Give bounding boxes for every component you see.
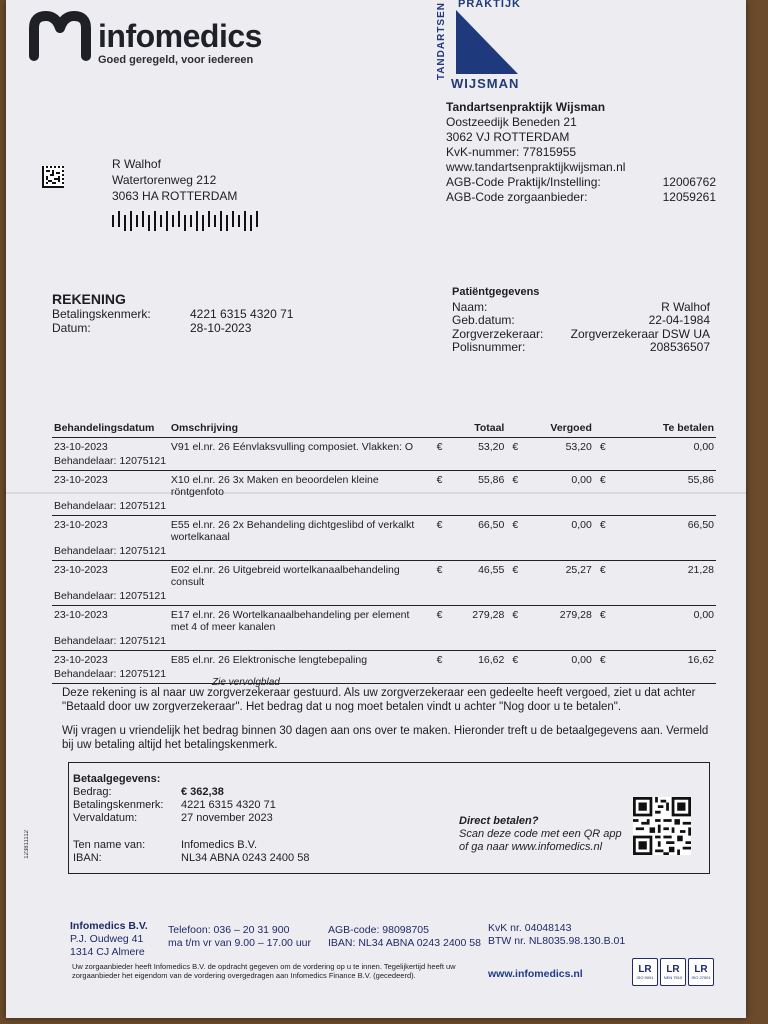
patient-label: Geb.datum: (452, 313, 515, 327)
practice-name: Tandartsenpraktijk Wijsman (446, 100, 606, 114)
row-covered: 0,00 (571, 519, 592, 531)
practice-agb-row (446, 175, 716, 190)
payment-box (68, 762, 710, 874)
footer-agb: AGB-code: 98098705 (328, 924, 429, 936)
table-row (52, 516, 716, 544)
row-due: 55,86 (687, 474, 714, 486)
row-covered: 0,00 (571, 654, 592, 666)
row-description: E02 el.nr. 26 Uitgebreid wortelkanaalbehandeling consult (170, 564, 400, 588)
invoice-date-label: Datum: (52, 321, 91, 335)
table-row (52, 561, 716, 589)
row-description: E17 el.nr. 26 Wortelkanaalbehandeling per element met 4 of meer kanalen (170, 609, 410, 633)
footer-company (70, 920, 148, 959)
payment-qr-code-icon[interactable] (633, 797, 691, 855)
patient-label: Zorgverzekeraar: (452, 326, 544, 341)
currency-symbol: € (436, 654, 443, 666)
row-description: X10 el.nr. 26 3x Maken en beoordelen kleine röntgenfoto (170, 474, 379, 498)
currency-symbol: € (512, 564, 519, 576)
row-date: 23-10-2023 (54, 474, 108, 486)
payment-ref-label: Betalingskenmerk: (73, 799, 164, 811)
due-date-label: Vervaldatum: (73, 812, 138, 824)
margin-code: 123811112 (24, 830, 30, 859)
table-row-treater (52, 633, 716, 651)
table-row (52, 606, 716, 634)
agb-praktijk-value: 12006762 (662, 175, 716, 189)
currency-symbol: € (512, 441, 519, 453)
row-date: 23-10-2023 (54, 441, 108, 453)
row-treater: Behandelaar: 12075121 (52, 498, 716, 516)
row-covered: 0,00 (571, 474, 592, 486)
footer-company-name: Infomedics B.V. (70, 920, 148, 932)
col-covered: Vergoed (528, 420, 594, 438)
practice-logo-vertical: TANDARTSEN (436, 2, 447, 81)
row-total: 53,20 (478, 441, 505, 453)
row-treater: Behandelaar: 12075121 (52, 633, 716, 651)
table-row (52, 438, 716, 454)
invoice-date: 28-10-2023 (190, 321, 252, 335)
currency-symbol: € (436, 441, 443, 453)
currency-symbol: € (599, 609, 606, 621)
iban-label: IBAN: (73, 852, 102, 864)
row-date: 23-10-2023 (54, 609, 108, 621)
currency-symbol: € (512, 609, 519, 621)
practice-city: 3062 VJ ROTTERDAM (446, 130, 570, 144)
table-row-treater (52, 543, 716, 561)
patient-title: Patiëntgegevens (452, 286, 540, 298)
row-date: 23-10-2023 (54, 654, 108, 666)
iban: NL34 ABNA 0243 2400 58 (181, 852, 310, 864)
direct-pay-line: of ga naar www.infomedics.nl (459, 841, 603, 853)
col-desc: Omschrijving (169, 420, 431, 438)
row-due: 16,62 (687, 654, 714, 666)
patient-label: Polisnummer: (452, 340, 526, 354)
currency-symbol: € (436, 564, 443, 576)
row-total: 66,50 (478, 519, 505, 531)
row-date: 23-10-2023 (54, 564, 108, 576)
row-due: 0,00 (693, 441, 714, 453)
recipient-street: Watertorenweg 212 (112, 173, 217, 187)
amount-value: € 362,38 (181, 786, 224, 798)
postal-barcode-icon (112, 211, 262, 231)
row-total: 46,55 (478, 564, 505, 576)
practice-street: Oostzeedijk Beneden 21 (446, 115, 577, 129)
row-covered: 279,28 (559, 609, 592, 621)
patient-value: 22-04-1984 (648, 313, 710, 327)
invoice-meta (52, 307, 293, 335)
row-treater: Behandelaar: 12075121 (52, 588, 716, 606)
amount-label: Bedrag: (73, 786, 112, 798)
payment-ref: 4221 6315 4320 71 (181, 799, 276, 811)
note-paragraph: Wij vragen u vriendelijk het bedrag binnen 30 dagen aan ons over te maken. Hieronder treft u de betaalgegevens aan. Vermeld bij uw betaling altijd het betalingskenmerk. (62, 725, 709, 751)
iso-27001-cert-icon: LR ISO 27001 (688, 958, 714, 986)
patient-row (452, 328, 710, 342)
patient-row (452, 314, 710, 328)
brand-name: infomedics (98, 18, 262, 54)
patient-value: Zorgverzekeraar DSW UA (570, 326, 710, 341)
agb-zorg-label: AGB-Code zorgaanbieder: (446, 190, 588, 204)
table-row-treater (52, 588, 716, 606)
invoice-sheet (6, 0, 746, 1018)
row-covered: 53,20 (565, 441, 592, 453)
practice-logo-top: PRAKTIJK (458, 0, 522, 10)
recipient-name: R Walhof (112, 157, 161, 171)
direct-pay-info (459, 815, 622, 854)
currency-symbol: € (436, 474, 443, 486)
nen-7510-cert-icon: LR NEN 7510 (660, 958, 686, 986)
due-date: 27 november 2023 (181, 812, 273, 824)
footer-iban: IBAN: NL34 ABNA 0243 2400 58 (328, 937, 481, 949)
direct-pay-line: Scan deze code met een QR app (459, 828, 622, 840)
note-paragraph: Deze rekening is al naar uw zorgverzekeraar gestuurd. Als uw zorgverzekeraar een gedeelte heeft vergoed, ziet u dat achter "Betaald door uw zorgverzekeraar". Het bedrag dat u nog moet betalen vindt u achter "Nog door u te betalen". (62, 687, 696, 713)
row-total: 55,86 (478, 474, 505, 486)
row-due: 21,28 (687, 564, 714, 576)
footer-city: 1314 CJ Almere (70, 946, 145, 958)
invoice-notes (62, 686, 712, 762)
iso-9001-cert-icon: LR ISO 9001 (632, 958, 658, 986)
currency-symbol: € (436, 519, 443, 531)
footer-legal: Uw zorgaanbieder heeft Infomedics B.V. de opdracht gegeven om de vordering op u te innen. Tegelijkertijd heeft uw zorgaanbieder het eigendom van de vordering overgedragen aan Infomedics Finance B.V. (gecedeerd). (72, 962, 456, 980)
agb-praktijk-label: AGB-Code Praktijk/Instelling: (446, 175, 601, 189)
table-row (52, 651, 716, 667)
treatments-table (52, 420, 716, 684)
infomedics-logo-icon (28, 10, 92, 62)
zorg-agb-row (446, 190, 716, 205)
brand-tagline: Goed geregeld, voor iedereen (98, 54, 254, 66)
practice-triangle-logo-icon (436, 0, 526, 88)
invoice-ref-label: Betalingskenmerk: (52, 307, 151, 321)
practice-website: www.tandartsenpraktijkwijsman.nl (446, 160, 626, 174)
practice-kvk: KvK-nummer: 77815955 (446, 145, 577, 159)
payee-label: Ten name van: (73, 839, 146, 851)
footer-kvk: KvK nr. 04048143 (488, 922, 572, 934)
col-total: Totaal (452, 420, 506, 438)
footer-contact (168, 924, 311, 950)
direct-pay-title: Direct betalen? (459, 815, 539, 827)
invoice-ref: 4221 6315 4320 71 (190, 307, 294, 321)
payment-title: Betaalgegevens: (73, 773, 161, 785)
row-covered: 25,27 (565, 564, 592, 576)
currency-symbol: € (599, 564, 606, 576)
currency-symbol: € (599, 519, 606, 531)
footer-bank (328, 924, 481, 950)
currency-symbol: € (512, 474, 519, 486)
row-description: E55 el.nr. 26 2x Behandeling dichtgeslibd of verkalkt wortelkanaal (170, 519, 415, 543)
patient-value: R Walhof (661, 299, 710, 314)
agb-zorg-value: 12059261 (662, 190, 716, 204)
patient-value: 208536507 (649, 340, 710, 354)
recipient-address (112, 156, 237, 204)
col-date: Behandelingsdatum (52, 420, 169, 438)
practice-logo-bottom: WIJSMAN (451, 76, 520, 91)
currency-symbol: € (599, 441, 606, 453)
row-total: 16,62 (478, 654, 505, 666)
row-treater: Behandelaar: 12075121 (52, 666, 716, 684)
row-total: 279,28 (472, 609, 505, 621)
currency-symbol: € (512, 654, 519, 666)
invoice-title: REKENING (52, 291, 126, 307)
currency-symbol: € (436, 609, 443, 621)
row-treater: Behandelaar: 12075121 (52, 453, 716, 471)
footer-registry (488, 922, 625, 948)
footer-website-link[interactable]: www.infomedics.nl (488, 968, 583, 980)
table-row-treater (52, 453, 716, 471)
patient-row (452, 341, 710, 355)
datamatrix-code-icon (42, 166, 64, 188)
table-row-treater (52, 498, 716, 516)
row-due: 66,50 (687, 519, 714, 531)
row-date: 23-10-2023 (54, 519, 108, 531)
table-header (52, 420, 716, 438)
table-row-treater (52, 666, 716, 684)
col-due: Te betalen (615, 420, 716, 438)
row-due: 0,00 (693, 609, 714, 621)
footer-phone: Telefoon: 036 – 20 31 900 (168, 924, 290, 936)
footer-hours: ma t/m vr van 9.00 – 17.00 uur (168, 937, 311, 949)
currency-symbol: € (512, 519, 519, 531)
currency-symbol: € (599, 474, 606, 486)
payment-details (73, 773, 309, 865)
payee: Infomedics B.V. (181, 839, 258, 851)
row-treater: Behandelaar: 12075121 (52, 543, 716, 561)
currency-symbol: € (599, 654, 606, 666)
footer-street: P.J. Oudweg 41 (70, 933, 144, 945)
patient-info (452, 286, 710, 355)
practice-info (446, 100, 716, 205)
recipient-city: 3063 HA ROTTERDAM (112, 189, 238, 203)
continued-note: Zie vervolgblad (212, 677, 280, 688)
footer-btw: BTW nr. NL8035.98.130.B.01 (488, 935, 626, 947)
table-row (52, 471, 716, 499)
row-description: V91 el.nr. 26 Eénvlaksvulling composiet. Vlakken: O (170, 441, 414, 453)
row-description: E85 el.nr. 26 Elektronische lengtebepaling (170, 654, 368, 666)
patient-label: Naam: (452, 299, 488, 314)
patient-row (452, 301, 710, 315)
